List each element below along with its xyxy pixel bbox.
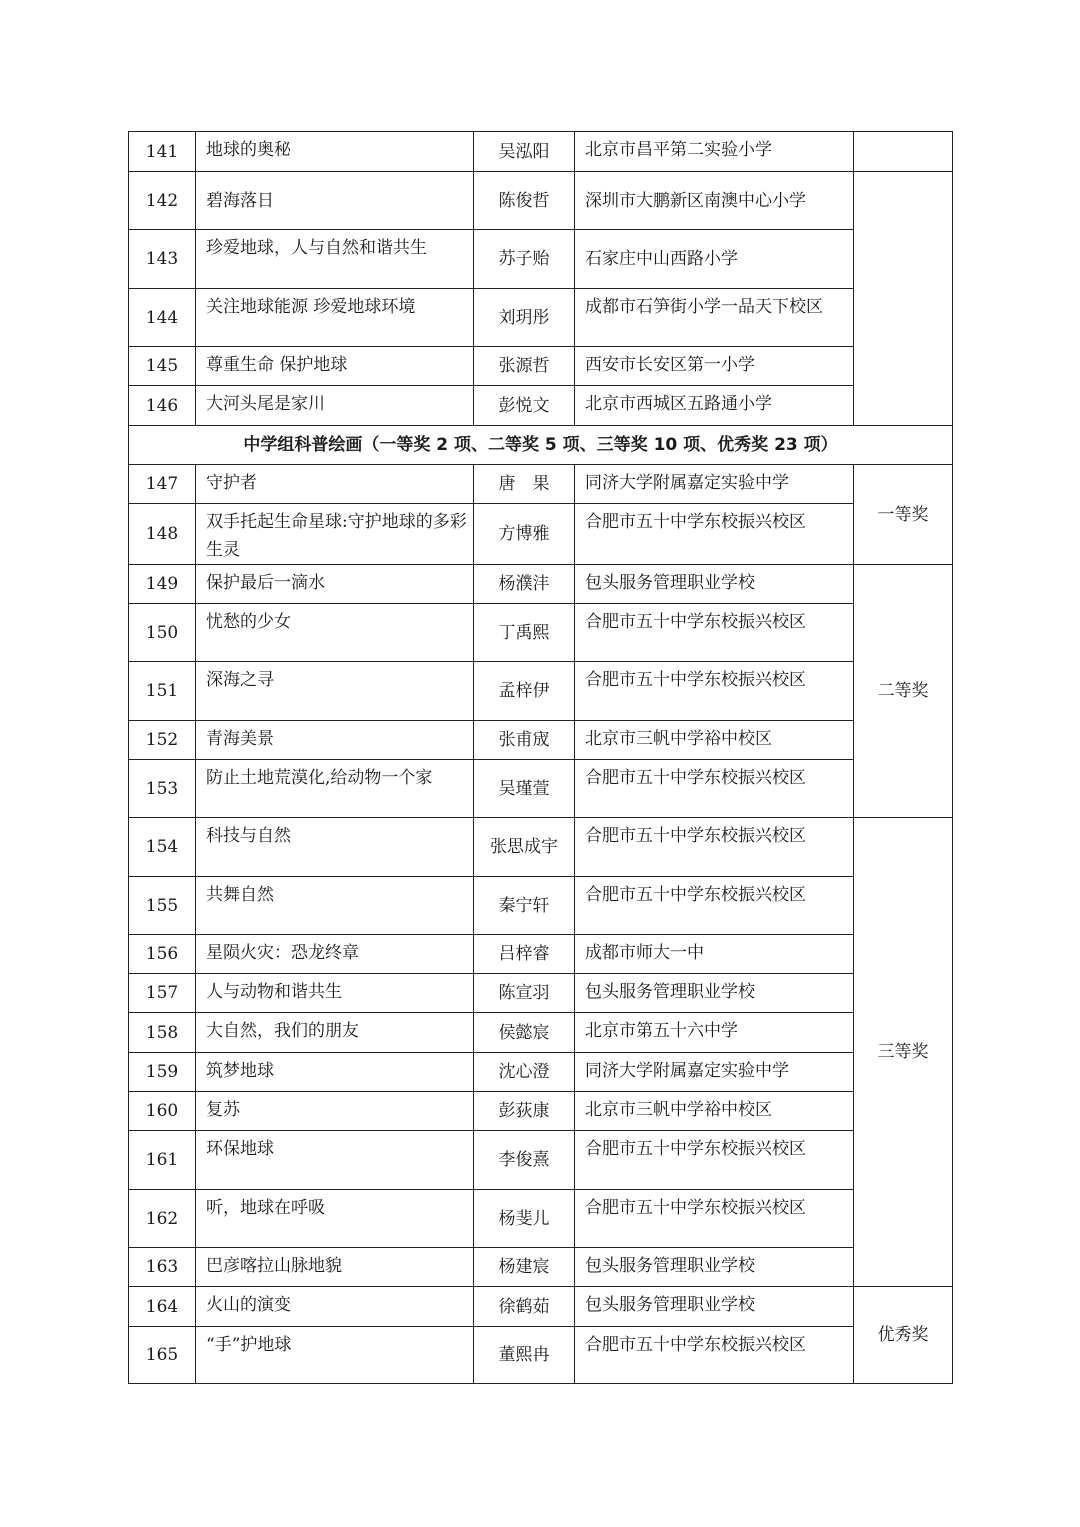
artwork-title: 忧愁的少女 [196,604,474,662]
school-name: 包头服务管理职业学校 [575,1248,854,1287]
school-name: 北京市昌平第二实验小学 [575,132,854,172]
author-name: 徐鹤茹 [474,1287,575,1327]
author-name: 沈心澄 [474,1053,575,1092]
row-number: 155 [129,877,196,935]
author-name: 陈宣羽 [474,974,575,1013]
table-row [129,289,953,347]
school-name: 西安市长安区第一小学 [575,347,854,386]
artwork-title: 环保地球 [196,1131,474,1190]
school-name: 北京市第五十六中学 [575,1013,854,1053]
school-name: 成都市师大一中 [575,935,854,974]
school-name: 包头服务管理职业学校 [575,565,854,604]
table-row [129,132,953,172]
author-name: 彭荻康 [474,1092,575,1131]
table-row [129,465,953,504]
school-name: 合肥市五十中学东校振兴校区 [575,604,854,662]
author-name: 苏子贻 [474,230,575,289]
row-number: 164 [129,1287,196,1327]
table-row [129,1053,953,1092]
school-name: 合肥市五十中学东校振兴校区 [575,760,854,818]
artwork-title: 保护最后一滴水 [196,565,474,604]
author-name: 董熙冉 [474,1327,575,1384]
author-name: 唐 果 [474,465,575,504]
school-name: 合肥市五十中学东校振兴校区 [575,1327,854,1384]
row-number: 147 [129,465,196,504]
row-number: 145 [129,347,196,386]
author-name: 陈俊哲 [474,172,575,230]
award-second: 二等奖 [854,565,953,818]
artwork-title: 星陨火灾：恐龙终章 [196,935,474,974]
school-name: 合肥市五十中学东校振兴校区 [575,504,854,565]
table-row [129,662,953,721]
artwork-title: 青海美景 [196,721,474,760]
author-name: 秦宁轩 [474,877,575,935]
row-number: 160 [129,1092,196,1131]
artwork-title: 双手托起生命星球:守护地球的多彩生灵 [196,504,474,565]
row-number: 148 [129,504,196,565]
artwork-title: 防止土地荒漠化,给动物一个家 [196,760,474,818]
row-number: 165 [129,1327,196,1384]
artwork-title: 关注地球能源 珍爱地球环境 [196,289,474,347]
row-number: 153 [129,760,196,818]
row-number: 149 [129,565,196,604]
school-name: 合肥市五十中学东校振兴校区 [575,662,854,721]
row-number: 144 [129,289,196,347]
table-row [129,877,953,935]
school-name: 合肥市五十中学东校振兴校区 [575,1190,854,1248]
school-name: 包头服务管理职业学校 [575,974,854,1013]
artwork-title: 复苏 [196,1092,474,1131]
school-name: 北京市西城区五路通小学 [575,386,854,426]
table-row [129,974,953,1013]
row-number: 143 [129,230,196,289]
school-name: 包头服务管理职业学校 [575,1287,854,1327]
school-name: 北京市三帆中学裕中校区 [575,1092,854,1131]
row-number: 141 [129,132,196,172]
artwork-title: 地球的奥秘 [196,132,474,172]
author-name: 刘玥彤 [474,289,575,347]
table-row [129,721,953,760]
row-number: 150 [129,604,196,662]
author-name: 彭悦文 [474,386,575,426]
author-name: 张思成宇 [474,818,575,877]
table-row [129,604,953,662]
row-number: 156 [129,935,196,974]
artwork-title: 碧海落日 [196,172,474,230]
table-row [129,1190,953,1248]
artwork-title: 尊重生命 保护地球 [196,347,474,386]
school-name: 成都市石笋街小学一品天下校区 [575,289,854,347]
school-name: 合肥市五十中学东校振兴校区 [575,877,854,935]
award-merit: 优秀奖 [854,1287,953,1384]
row-number: 151 [129,662,196,721]
table-row [129,818,953,877]
author-name: 方博雅 [474,504,575,565]
row-number: 162 [129,1190,196,1248]
author-name: 吕梓睿 [474,935,575,974]
award-table [128,131,953,1384]
author-name: 吴泓阳 [474,132,575,172]
school-name: 深圳市大鹏新区南澳中心小学 [575,172,854,230]
artwork-title: 大自然，我们的朋友 [196,1013,474,1053]
school-name: 石家庄中山西路小学 [575,230,854,289]
section-title: 中学组科普绘画（一等奖 2 项、二等奖 5 项、三等奖 10 项、优秀奖 23 项） [129,426,953,465]
row-number: 146 [129,386,196,426]
author-name: 张甫宬 [474,721,575,760]
row-number: 154 [129,818,196,877]
table-row [129,230,953,289]
school-name: 同济大学附属嘉定实验中学 [575,465,854,504]
row-number: 152 [129,721,196,760]
artwork-title: 巴彦喀拉山脉地貌 [196,1248,474,1287]
table-row [129,760,953,818]
artwork-title: 大河头尾是家川 [196,386,474,426]
artwork-title: 科技与自然 [196,818,474,877]
author-name: 侯懿宸 [474,1013,575,1053]
artwork-title: 共舞自然 [196,877,474,935]
author-name: 丁禹熙 [474,604,575,662]
author-name: 张源哲 [474,347,575,386]
artwork-title: 深海之寻 [196,662,474,721]
row-number: 158 [129,1013,196,1053]
author-name: 孟梓伊 [474,662,575,721]
row-number: 163 [129,1248,196,1287]
artwork-title: 火山的演变 [196,1287,474,1327]
artwork-title: 珍爱地球，人与自然和谐共生 [196,230,474,289]
table-row [129,1287,953,1327]
artwork-title: 筑梦地球 [196,1053,474,1092]
school-name: 合肥市五十中学东校振兴校区 [575,1131,854,1190]
school-name: 合肥市五十中学东校振兴校区 [575,818,854,877]
row-number: 161 [129,1131,196,1190]
table-row [129,1248,953,1287]
author-name: 杨建宸 [474,1248,575,1287]
table-row [129,386,953,426]
award-cell-empty [854,132,953,172]
author-name: 杨濮沣 [474,565,575,604]
table-row [129,1131,953,1190]
row-number: 142 [129,172,196,230]
table-row [129,565,953,604]
row-number: 159 [129,1053,196,1092]
table-row [129,1013,953,1053]
table-row [129,172,953,230]
table-row [129,504,953,565]
artwork-title: 人与动物和谐共生 [196,974,474,1013]
section-header-row [129,426,953,465]
table-row [129,347,953,386]
artwork-title: 听，地球在呼吸 [196,1190,474,1248]
award-third: 三等奖 [854,818,953,1287]
award-cell-empty [854,172,953,426]
artwork-title: 守护者 [196,465,474,504]
row-number: 157 [129,974,196,1013]
table-row [129,1092,953,1131]
author-name: 吴瑾萱 [474,760,575,818]
school-name: 同济大学附属嘉定实验中学 [575,1053,854,1092]
award-first: 一等奖 [854,465,953,565]
artwork-title: “手”护地球 [196,1327,474,1384]
school-name: 北京市三帆中学裕中校区 [575,721,854,760]
author-name: 李俊熹 [474,1131,575,1190]
author-name: 杨斐儿 [474,1190,575,1248]
table-row [129,1327,953,1384]
table-row [129,935,953,974]
